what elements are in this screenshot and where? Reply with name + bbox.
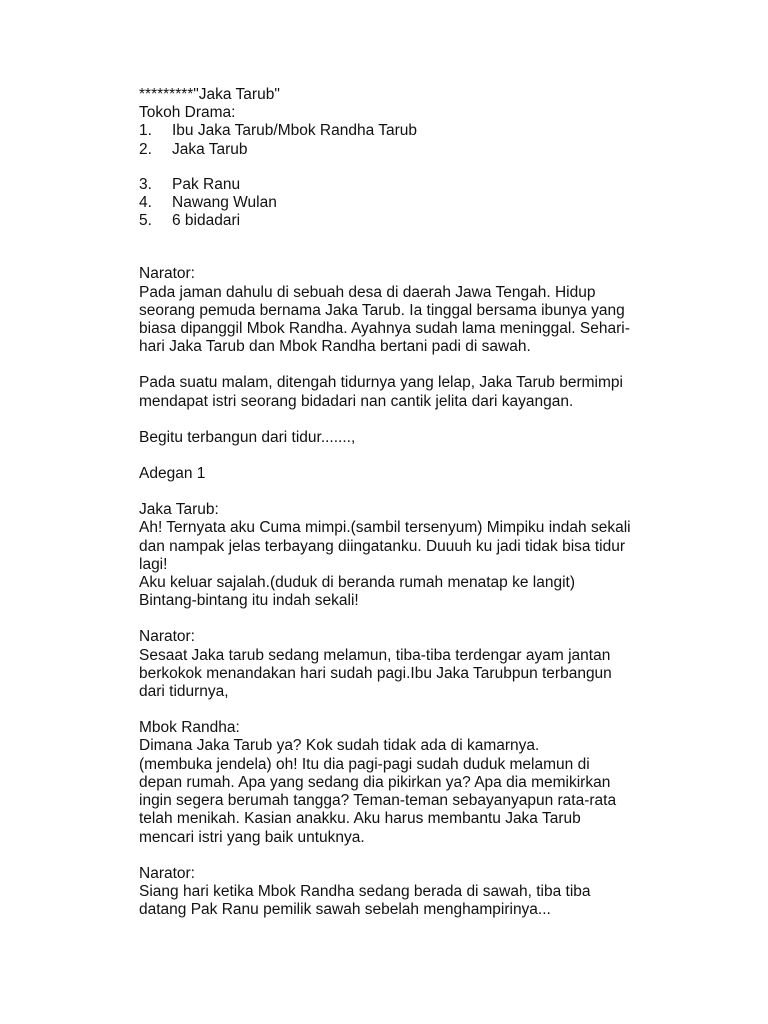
scene-heading: Adegan 1	[139, 465, 206, 483]
dialogue-line: Sesaat Jaka tarub sedang melamun, tiba-tiba terdengar ayam jantan	[139, 646, 611, 664]
speaker-label: Narator:	[139, 265, 195, 283]
dialogue-line: lagi!	[139, 555, 168, 573]
document-page	[139, 86, 684, 919]
dialogue-line: Pada jaman dahulu di sebuah desa di daerah Jawa Tengah. Hidup	[139, 283, 596, 301]
cast-list	[139, 122, 684, 230]
cast-item	[139, 141, 684, 159]
cast-item-name: Nawang Wulan	[172, 194, 277, 212]
narrative-paragraph: Begitu terbangun dari tidur.......,	[139, 428, 356, 446]
cast-item-number: 1.	[139, 122, 152, 140]
cast-item-number: 4.	[139, 194, 152, 212]
dialogue-line: datang Pak Ranu pemilik sawah sebelah menghampirinya...	[139, 901, 551, 919]
speaker-label: Narator:	[139, 628, 195, 646]
speaker-label: Jaka Tarub:	[139, 501, 219, 519]
cast-item-name: 6 bidadari	[172, 212, 241, 230]
narrator-block	[139, 265, 684, 356]
paragraph-line: Pada suatu malam, ditengah tidurnya yang lelap, Jaka Tarub bermimpi	[139, 374, 623, 392]
cast-item-name: Ibu Jaka Tarub/Mbok Randha Tarub	[172, 122, 418, 140]
narrative-paragraph	[139, 374, 684, 410]
dialogue-line: dan nampak jelas terbayang diingatanku. Duuuh ku jadi tidak bisa tidur	[139, 537, 625, 555]
dialogue-line: depan rumah. Apa yang sedang dia pikirkan ya? Apa dia memikirkan	[139, 773, 611, 791]
dialogue-line: mencari istri yang baik untuknya.	[139, 828, 365, 846]
paragraph-line: mendapat istri seorang bidadari nan cantik jelita dari kayangan.	[139, 392, 574, 410]
dialogue-line: Ah! Ternyata aku Cuma mimpi.(sambil tersenyum) Mimpiku indah sekali	[139, 519, 631, 537]
cast-item-name: Jaka Tarub	[172, 140, 248, 158]
cast-heading: Tokoh Drama:	[139, 104, 236, 122]
dialogue-line: telah menikah. Kasian anakku. Aku harus membantu Jaka Tarub	[139, 810, 581, 828]
document-title: *********"Jaka Tarub"	[139, 86, 280, 103]
cast-item-number: 3.	[139, 175, 152, 193]
cast-item	[139, 212, 684, 230]
mbok-randha-block	[139, 719, 684, 846]
cast-item-name: Pak Ranu	[172, 175, 241, 193]
dialogue-line: berkokok menandakan hari sudah pagi.Ibu Jaka Tarubpun terbangun	[139, 664, 612, 682]
cast-item	[139, 176, 684, 194]
dialogue-line: (membuka jendela) oh! Itu dia pagi-pagi sudah duduk melamun di	[139, 755, 590, 773]
cast-item-number: 2.	[139, 140, 152, 158]
dialogue-line: Siang hari ketika Mbok Randha sedang berada di sawah, tiba tiba	[139, 882, 591, 900]
dialogue-line: ingin segera berumah tangga? Teman-teman sebayanyapun rata-rata	[139, 792, 617, 810]
narrator-block	[139, 628, 684, 701]
dialogue-line: seorang pemuda bernama Jaka Tarub. Ia tinggal bersama ibunya yang	[139, 301, 625, 319]
cast-item-number: 5.	[139, 212, 152, 230]
cast-item	[139, 122, 684, 140]
dialogue-line: biasa dipanggil Mbok Randha. Ayahnya sudah lama meninggal. Sehari-	[139, 320, 630, 338]
cast-item	[139, 194, 684, 212]
dialogue-line: Bintang-bintang itu indah sekali!	[139, 592, 359, 610]
jaka-tarub-block	[139, 501, 684, 610]
speaker-label: Mbok Randha:	[139, 719, 240, 737]
dialogue-line: hari Jaka Tarub dan Mbok Randha bertani padi di sawah.	[139, 338, 531, 356]
dialogue-line: Dimana Jaka Tarub ya? Kok sudah tidak ada di kamarnya.	[139, 737, 540, 755]
dialogue-line: dari tidurnya,	[139, 683, 229, 701]
speaker-label: Narator:	[139, 864, 195, 882]
dialogue-line: Aku keluar sajalah.(duduk di beranda rumah menatap ke langit)	[139, 574, 575, 592]
narrator-block	[139, 865, 684, 920]
